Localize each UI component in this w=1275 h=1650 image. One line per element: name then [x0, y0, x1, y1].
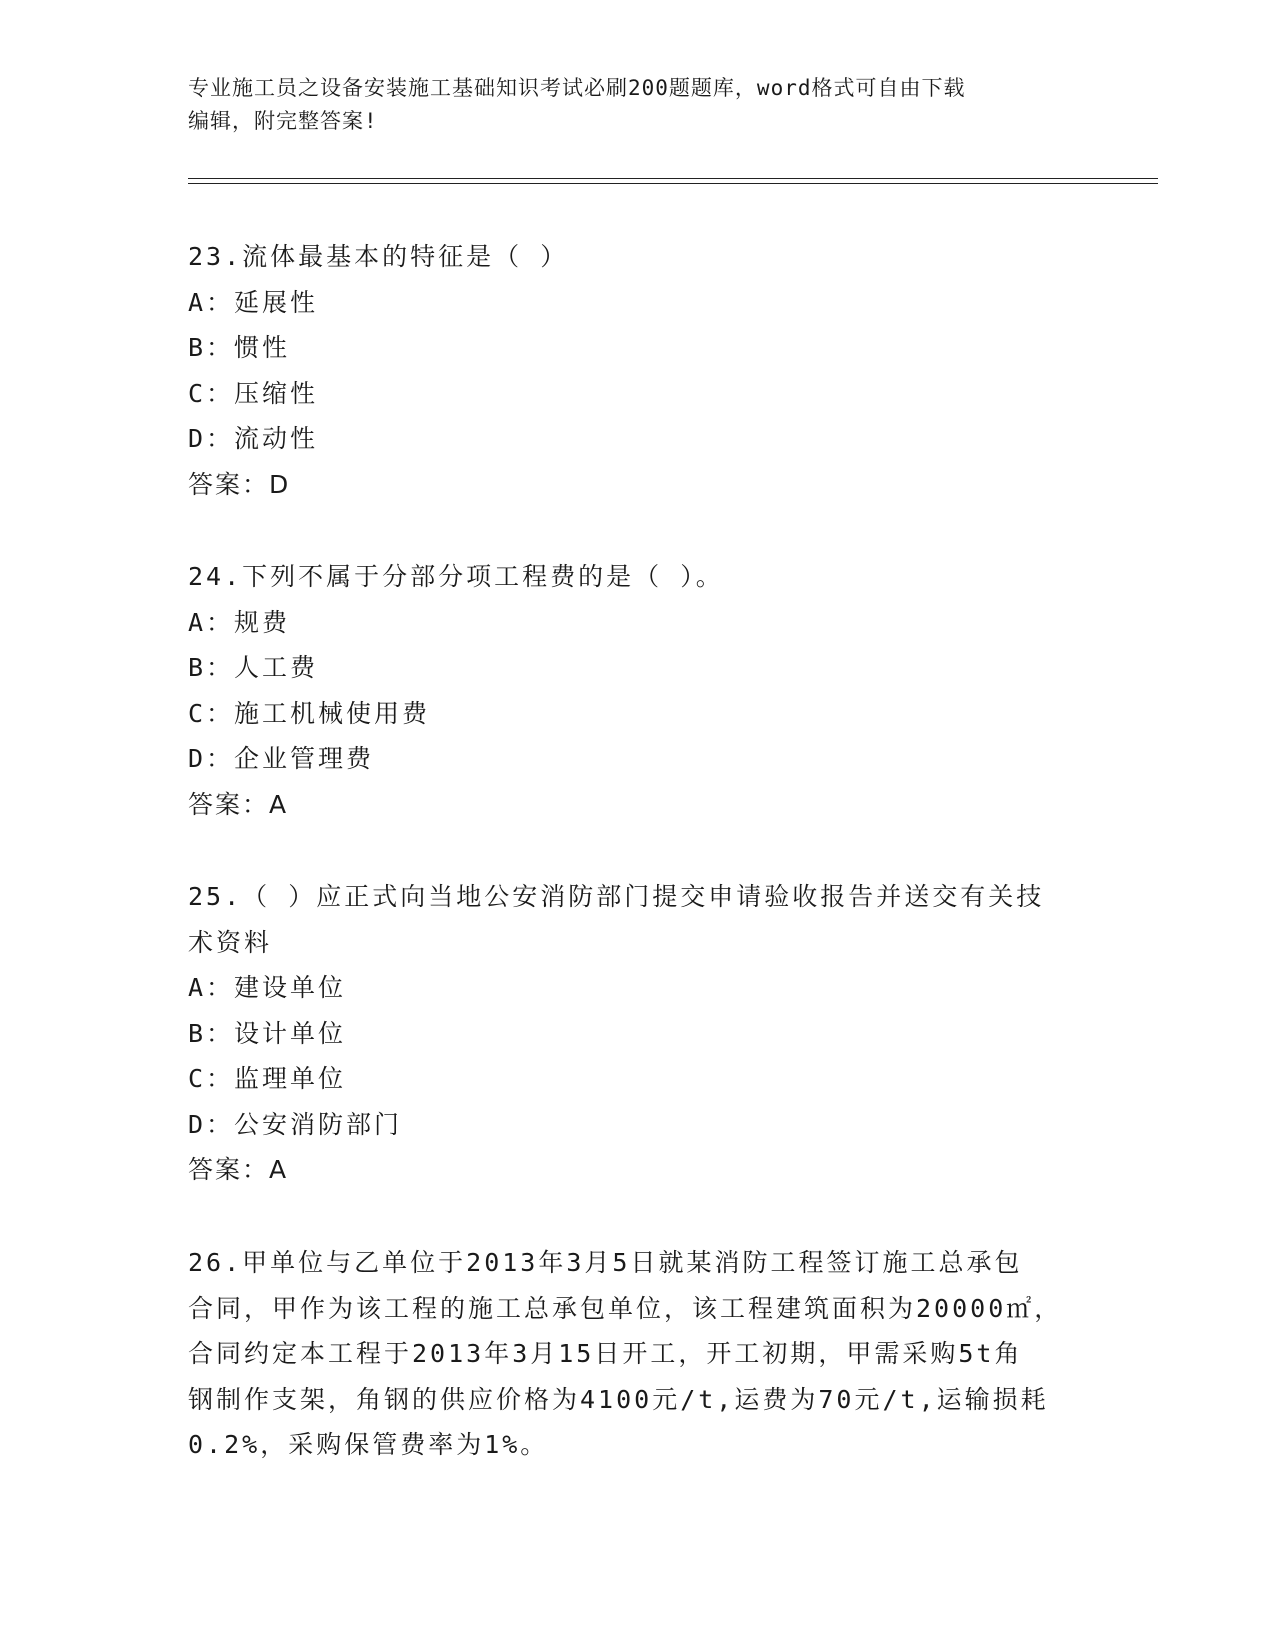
question-stem-line-5: 0.2%，采购保管费率为1%。	[188, 1430, 549, 1459]
option-d: D：流动性	[188, 424, 319, 453]
option-b: B：设计单位	[188, 1018, 347, 1048]
question-stem-line-2: 合同，甲作为该工程的施工总承包单位，该工程建筑面积为20000㎡，	[188, 1293, 1063, 1323]
header-divider-top	[188, 178, 1158, 179]
option-a: A：建设单位	[188, 973, 347, 1002]
question-stem: 23.流体最基本的特征是（ ）	[188, 242, 569, 271]
document-header	[188, 72, 1088, 138]
question-25	[188, 874, 1088, 1193]
option-b: B：惯性	[188, 333, 291, 362]
header-divider-bottom	[188, 183, 1158, 184]
question-stem-line-1: 26.甲单位与乙单位于2013年3月5日就某消防工程签订施工总承包	[188, 1248, 1023, 1277]
answer: 答案：D	[188, 469, 291, 499]
option-a: A：规费	[188, 607, 291, 637]
option-c: C：施工机械使用费	[188, 698, 431, 728]
option-b: B：人工费	[188, 653, 319, 682]
question-stem-line-4: 钢制作支架，角钢的供应价格为4100元/t,运费为70元/t,运输损耗	[188, 1384, 1049, 1414]
answer: 答案：A	[188, 1155, 289, 1184]
question-stem-line-3: 合同约定本工程于2013年3月15日开工，开工初期，甲需采购5t角	[188, 1339, 1023, 1368]
question-stem: 24.下列不属于分部分项工程费的是（ ）。	[188, 562, 724, 591]
option-a: A：延展性	[188, 287, 319, 317]
header-line-2: 编辑，附完整答案!	[188, 109, 378, 133]
option-c: C：压缩性	[188, 378, 319, 408]
header-line-1: 专业施工员之设备安装施工基础知识考试必刷200题题库，word格式可自由下载	[188, 76, 966, 100]
question-26	[188, 1240, 1088, 1468]
option-d: D：企业管理费	[188, 744, 375, 773]
question-24	[188, 554, 1088, 827]
option-c: C：监理单位	[188, 1064, 347, 1093]
question-23	[188, 234, 1088, 507]
option-d: D：公安消防部门	[188, 1109, 403, 1139]
question-stem-line-1: 25.（ ）应正式向当地公安消防部门提交申请验收报告并送交有关技	[188, 882, 1045, 911]
answer: 答案：A	[188, 789, 289, 819]
question-stem-line-2: 术资料	[188, 927, 273, 957]
